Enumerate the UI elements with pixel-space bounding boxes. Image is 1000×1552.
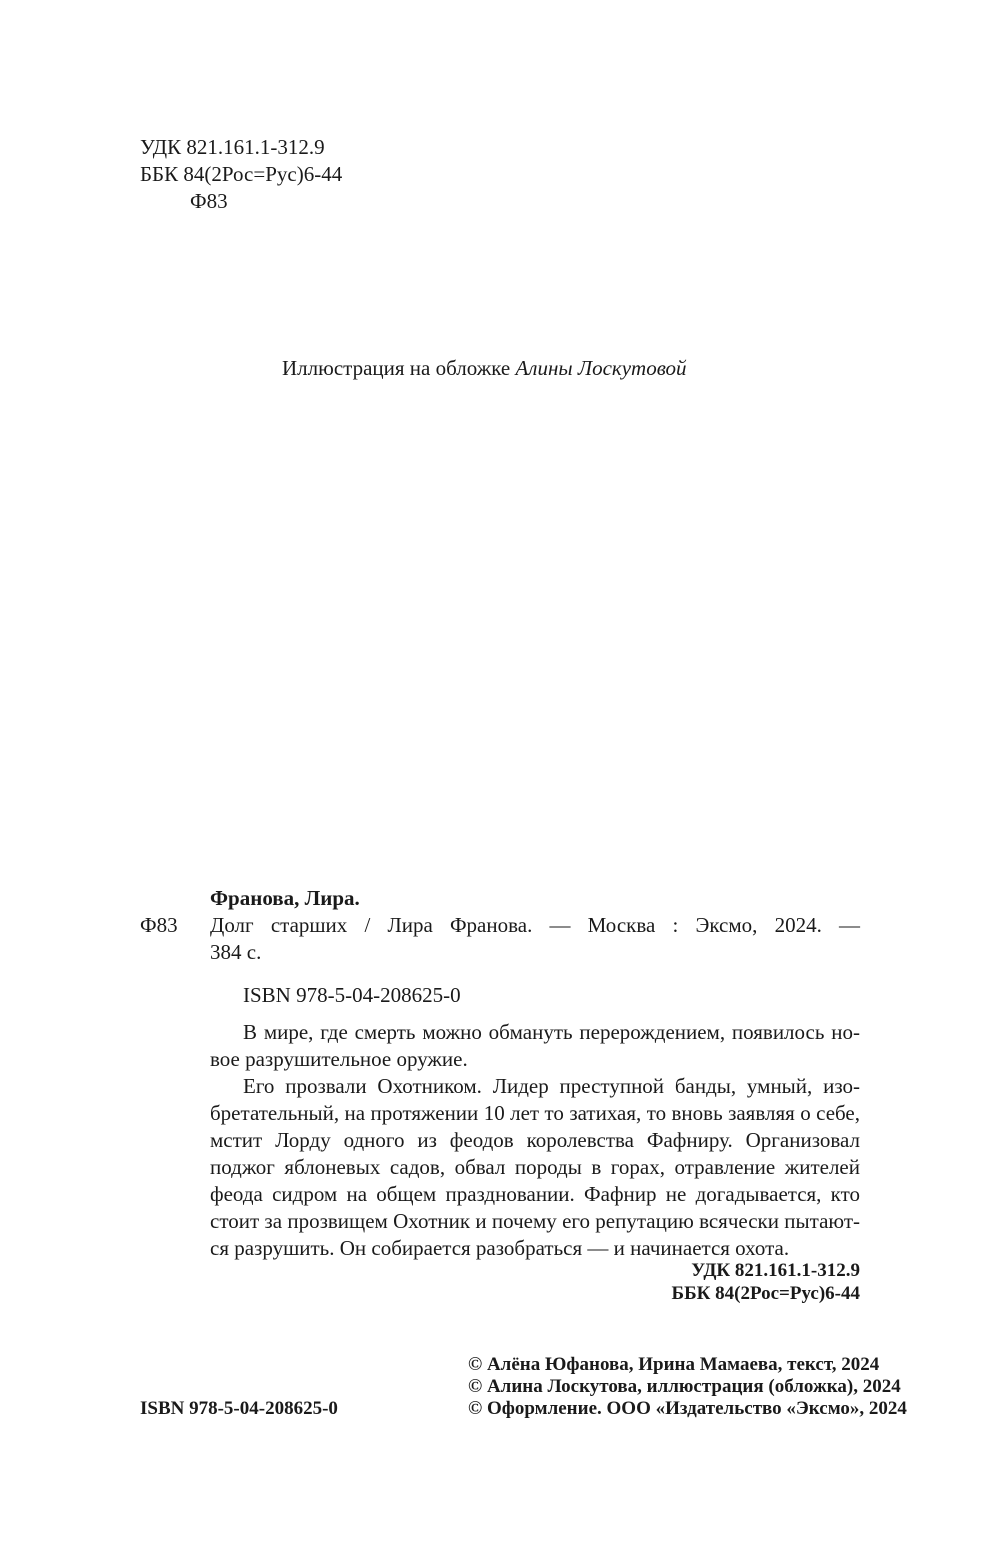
header-bbk: ББК 84(2Рос=Рус)6-44 xyxy=(140,162,343,186)
annotation-line: поджог яблоневых садов, обвал породы в горах, отравление жителей xyxy=(210,1155,860,1179)
annotation-line: Его прозвали Охотником. Лидер преступной банды, умный, изо- xyxy=(243,1074,860,1098)
copyright-design: © Оформление. ООО «Издательство «Эксмо», 2024 xyxy=(468,1398,907,1419)
illustration-credit xyxy=(282,355,687,381)
header-udk: УДК 821.161.1-312.9 xyxy=(140,135,325,159)
record-pages: 384 с. xyxy=(210,940,262,964)
header-author-code: Ф83 xyxy=(190,189,228,213)
record-title-line: Долг старших / Лира Франова. — Москва : Эксмо, 2024. — xyxy=(210,913,860,937)
annotation-line: бретательный, на протяжении 10 лет то затихая, то вновь заявляя о себе, xyxy=(210,1101,860,1125)
record-isbn: ISBN 978-5-04-208625-0 xyxy=(243,983,461,1007)
illustrator-name: Алины Лоскутовой xyxy=(515,356,687,380)
annotation-line: ся разрушить. Он собирается разобраться — и начинается охота. xyxy=(210,1236,790,1260)
annotation-line: феода сидром на общем праздновании. Фафнир не догадывается, кто xyxy=(210,1182,860,1206)
classification-bbk: ББК 84(2Рос=Рус)6-44 xyxy=(671,1283,860,1304)
record-author: Франова, Лира. xyxy=(210,886,360,910)
classification-udk: УДК 821.161.1-312.9 xyxy=(691,1260,860,1281)
copyright-illustration: © Алина Лоскутова, иллюстрация (обложка), 2024 xyxy=(468,1376,901,1397)
record-code: Ф83 xyxy=(140,913,178,937)
footer-isbn: ISBN 978-5-04-208625-0 xyxy=(140,1398,338,1419)
annotation-line: В мире, где смерть можно обмануть перерождением, появилось но- xyxy=(243,1020,860,1044)
annotation-line: стоит за прозвищем Охотник и почему его репутацию всячески пытают- xyxy=(210,1209,860,1233)
copyright-text: © Алёна Юфанова, Ирина Мамаева, текст, 2024 xyxy=(468,1354,880,1375)
annotation-line: мстит Лорду одного из феодов королевства Фафниру. Организовал xyxy=(210,1128,860,1152)
annotation-line: вое разрушительное оружие. xyxy=(210,1047,468,1071)
illustration-prefix: Иллюстрация на обложке xyxy=(282,356,516,380)
